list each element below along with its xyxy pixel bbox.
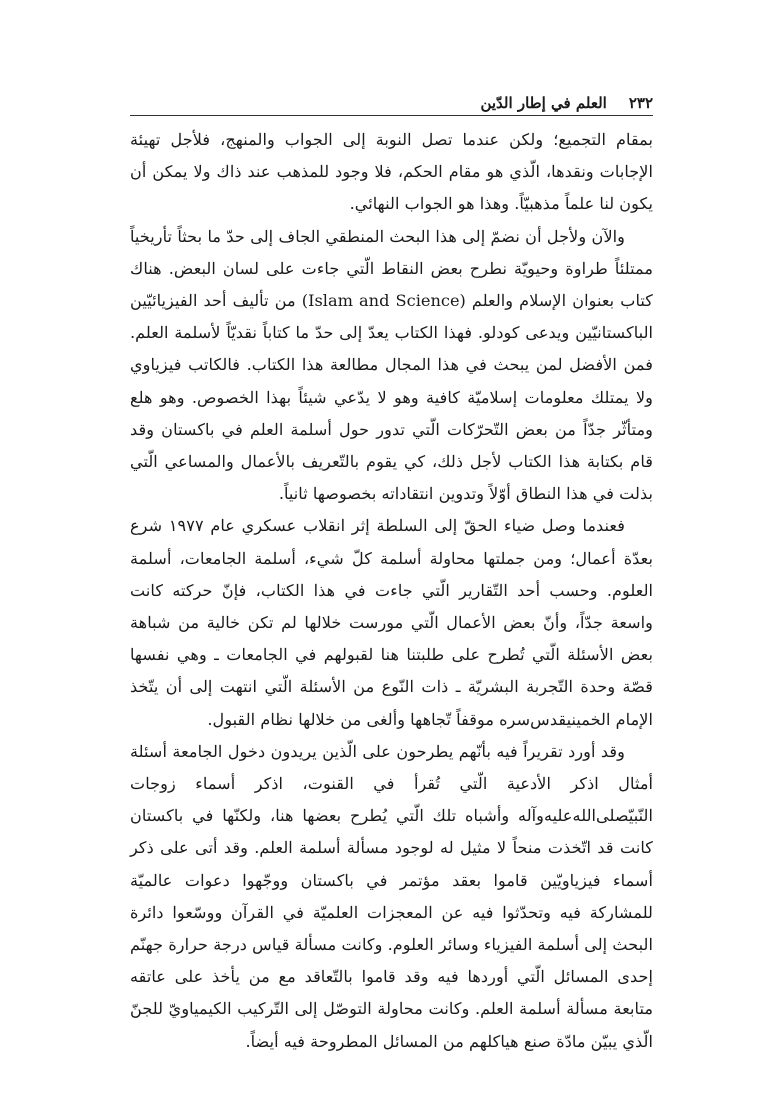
- paragraph-4: وقد أورد تقريراً فيه بأنّهم يطرحون على الّذين يريدون دخول الجامعة أسئلة أمثال اذكر الأدعية الّتي تُقرأ في القنوت، اذكر أسماء زوجات النّبيّصلى‌الله‌عليه‌وآله وأشباه تلك الّتي يُطرح بعضها هنا، ولكنّها في باكستان كانت قد اتّخذت منحاً لا مثيل له لوجود مسألة أسلمة العلم. وقد أتى على ذكر أسماء فيزياويّين قاموا بعقد مؤتمر في باكستان ووجّهوا دعوات عالميّة للمشاركة فيه وتحدّثوا فيه عن المعجزات العلميّة في القرآن ووسّعوا دائرة البحث إلى أسلمة الفيزياء وسائر العلوم. وكانت مسألة قياس درجة حرارة جهنّم إحدى المسائل الّتي أوردها فيه وقد قاموا بالتّعاقد مع من يأخذ على عاتقه متابعة مسألة أسلمة العلم. وكانت محاولة التوصّل إلى التّركيب الكيمياويّ للجنّ الّذي يبيّن مادّة صنع هياكلهم من المسائل المطروحة فيه أيضاً.: [130, 741, 653, 1051]
- running-header: [130, 86, 653, 116]
- paragraph-1: بمقام التجميع؛ ولكن عندما تصل النوبة إلى الجواب والمنهج، فلأجل تهيئة الإجابات ونقدها، الّذي هو مقام الحكم، فلا وجود للمذهب عند ذاك ولا يمكن أن يكون لنا علماً مذهبيّاً. وهذا هو الجواب النهائي.: [130, 130, 653, 214]
- paragraph-3: فعندما وصل ضياء الحقّ إلى السلطة إثر انقلاب عسكري عام ١٩٧٧ شرع بعدّة أعمال؛ ومن جملتها محاولة أسلمة كلّ شيء، أسلمة الجامعات، أسلمة العلوم. وحسب أحد التّقارير الّتي جاءت في هذا الكتاب، فإنّ حركته كانت واسعة جدّاً، وأنّ بعض الأعمال الّتي مورست خلالها لم تكن خالية من شباهة بعض الأسئلة الّتي تُطرح على طلبتنا هنا لقبولهم في الجامعات ـ وهي نفسها قصّة وحدة التّجربة البشريّة ـ ذات النّوع من الأسئلة الّتي انتهت إلى أن يتّخذ الإمام الخمينيقدس‌سره موقفاً تّجاهها وألغى من خلالها نظام القبول.: [130, 516, 653, 729]
- body-text: [130, 124, 653, 1058]
- paragraph-2: والآن ولأجل أن نضمّ إلى هذا البحث المنطقي الجاف إلى حدّ ما بحثاً تأريخياً ممتلئاً طراوة وحيويّة نطرح بعض النقاط الّتي جاءت على لسان البعض. هناك كتاب بعنوان الإسلام والعلم (Islam and Science) من تأليف أحد الفيزيائيّين الباكستانيّين ويدعى كودلو. فهذا الكتاب يعدّ إلى حدّ ما كتاباً نقديّاً لأسلمة العلم. فمن الأفضل لمن يبحث في هذا المجال مطالعة هذا الكتاب. فالكاتب فيزياوي ولا يمتلك معلومات إسلاميّة كافية وهو لا يدّعي شيئاً بهذا الخصوص. وهو هلع ومتأثّر جدّاً من بعض التّحرّكات الّتي تدور حول أسلمة العلم في باكستان وقد قام بكتابة هذا الكتاب لأجل ذلك، كي يقوم بالتّعريف بالأعمال والمساعي الّتي بذلت في هذا النطاق أوّلاً وتدوين انتقاداته بخصوصها ثانياً.: [130, 226, 653, 504]
- page-number: ٢٣٢: [628, 94, 653, 112]
- running-title: العلم في إطار الدّين: [480, 94, 607, 112]
